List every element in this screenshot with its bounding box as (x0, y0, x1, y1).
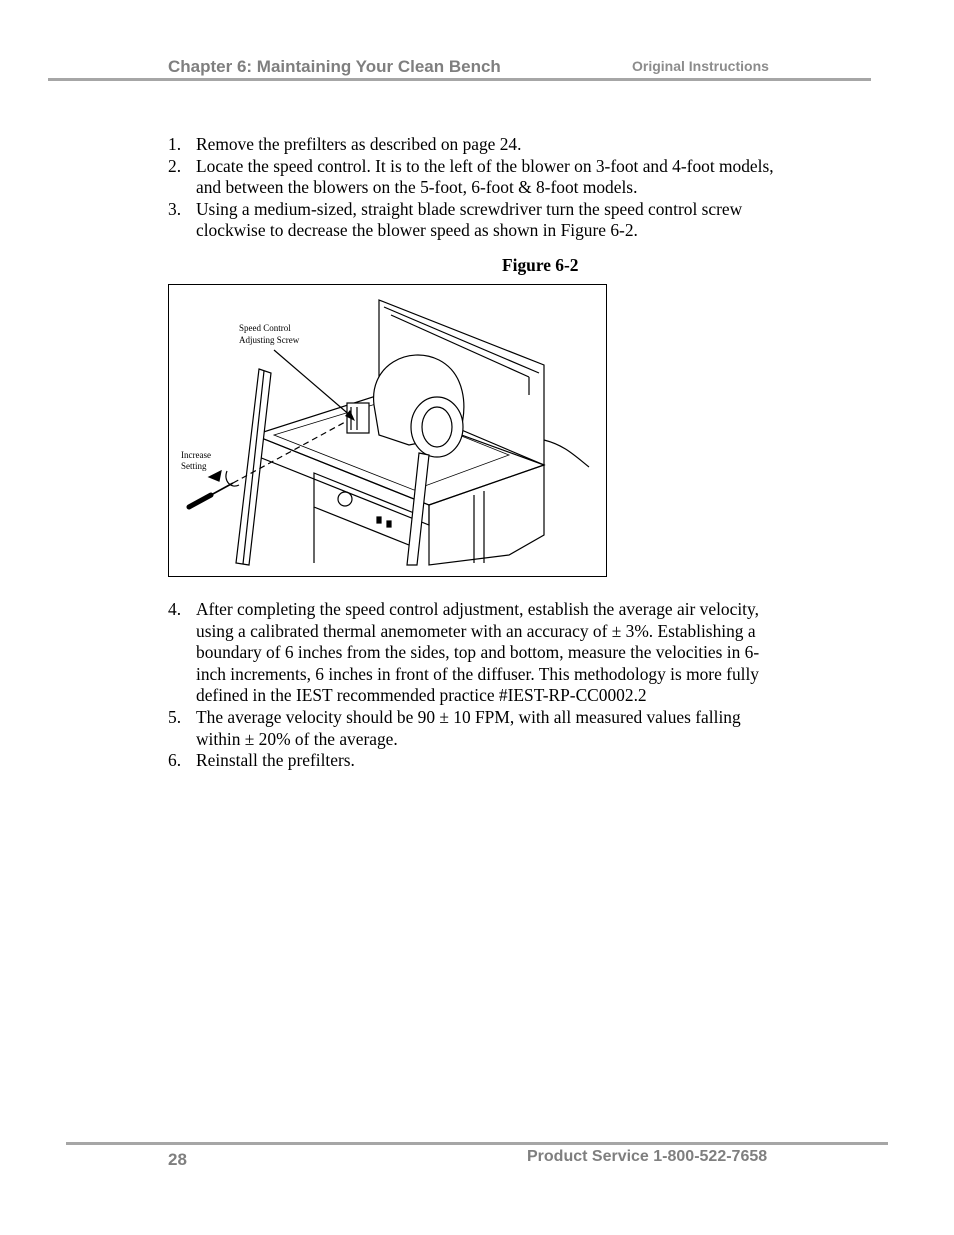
front-rail (254, 435, 429, 525)
step-number: 3. (168, 198, 182, 219)
adjusting-screw-label: Adjusting Screw (239, 335, 300, 345)
product-service-phone: Product Service 1-800-522-7658 (527, 1148, 768, 1165)
footer-divider (66, 1142, 888, 1145)
step-number: 4. (168, 599, 182, 619)
steps-list-bottom (168, 599, 788, 772)
original-instructions-note: Original Instructions (632, 58, 769, 74)
list-item (168, 134, 788, 156)
clean-bench-blower-illustration (169, 285, 606, 576)
leader-line (274, 350, 352, 417)
step-text: Remove the prefilters as described on page 24. (196, 134, 522, 154)
increase-label: Increase (181, 450, 211, 460)
page-number: 28 (168, 1150, 187, 1169)
steps-list-top (168, 134, 788, 242)
panel-button-icon (377, 517, 381, 523)
front-post (407, 453, 429, 565)
figure-6-2 (168, 284, 607, 577)
panel-button-icon (387, 521, 391, 527)
list-item (168, 199, 788, 242)
step-text: Using a medium-sized, straight blade screwdriver turn the speed control screw clockwise to decrease the blower speed as shown in Figure 6-2. (196, 198, 743, 241)
step-number: 6. (168, 750, 182, 771)
step-text: Reinstall the prefilters. (196, 750, 355, 771)
side-frame (429, 465, 544, 565)
list-item (168, 707, 788, 750)
step-text: Locate the speed control. It is to the left of the blower on 3-foot and 4-foot models, and between the blowers on the 5-foot, 6-foot & 8-foot models. (196, 155, 774, 198)
figure-title: Figure 6-2 (502, 255, 579, 275)
list-item (168, 156, 788, 199)
chapter-title: Chapter 6: Maintaining Your Clean Bench (168, 57, 501, 76)
list-item (168, 599, 788, 707)
screwdriver-handle (189, 495, 211, 507)
blower-outlet (411, 397, 463, 457)
header-divider (48, 78, 871, 81)
list-item (168, 750, 788, 772)
panel-switch-icon (338, 492, 352, 506)
step-number: 1. (168, 134, 182, 154)
speed-control-label: Speed Control (239, 323, 291, 333)
setting-label: Setting (181, 461, 207, 471)
rotation-arrowhead (209, 471, 221, 481)
step-text: After completing the speed control adjustment, establish the average air velocity, using a calibrated thermal anemometer with an accuracy of ± 3%. Establishing a boundary of 6 inches from the sides, top and bottom, measure the velocities in 6-inch increments, 6 inches in front of the diffuser. This methodology is more fully defined in the IEST recommended practice #IEST-RP-CC0002.2 (196, 599, 760, 706)
power-cord (544, 440, 589, 467)
step-number: 5. (168, 706, 182, 727)
step-text: The average velocity should be 90 ± 10 FPM, with all measured values falling within ± 20% of the average. (196, 706, 741, 749)
step-number: 2. (168, 155, 182, 176)
